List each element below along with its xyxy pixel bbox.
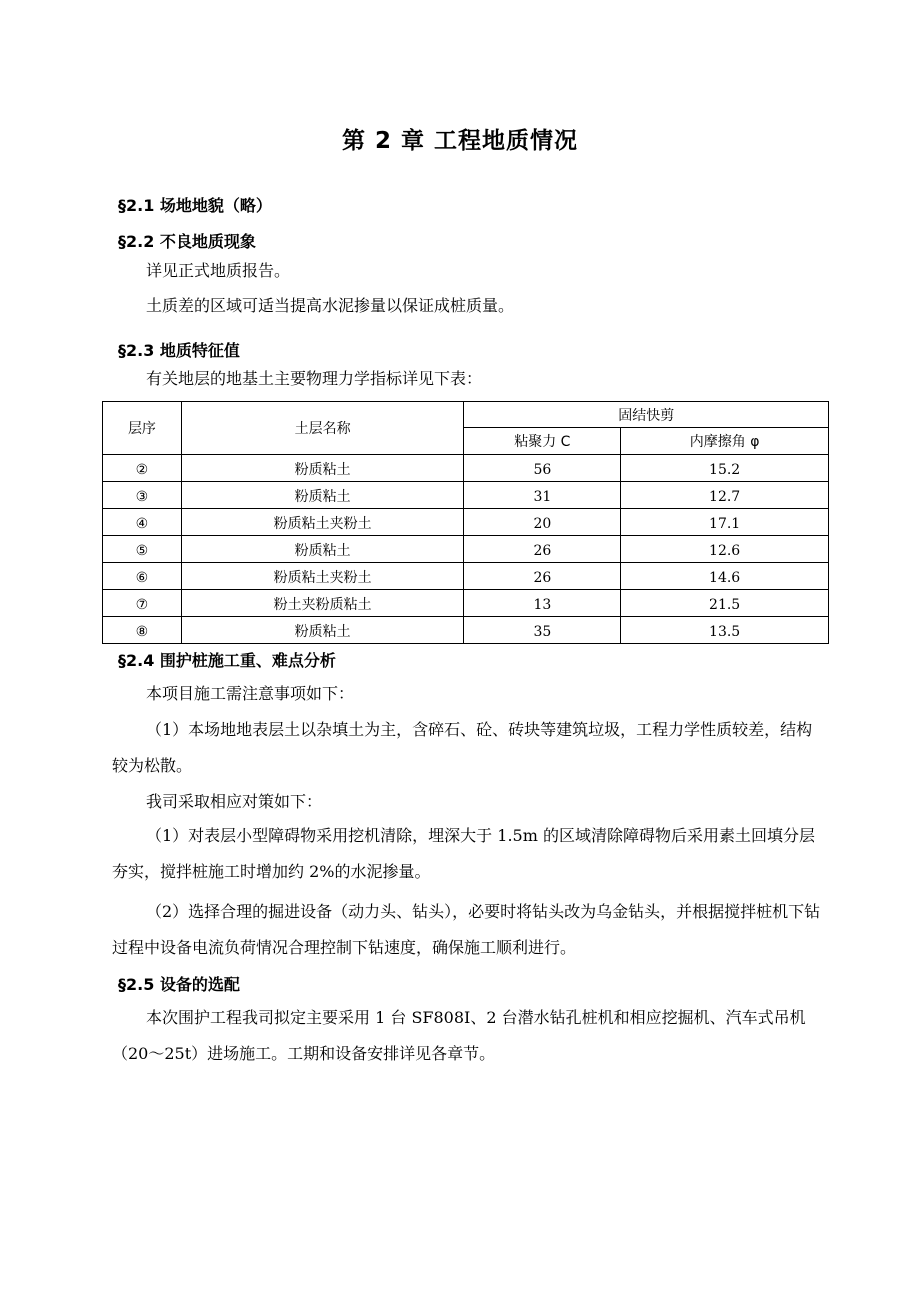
section-2-4-heading: §2.4 围护桩施工重、难点分析 [118, 651, 336, 670]
section-2-5-heading: §2.5 设备的选配 [118, 975, 240, 994]
cohesion-value: 26 [464, 563, 621, 590]
section-2-4-paragraph-2: （1）本场地地表层土以杂填土为主，含碎石、砼、砖块等建筑垃圾，工程力学性质较差，结构较为松散。 [112, 720, 813, 775]
soil-name: 粉质粘土 [181, 482, 464, 509]
cohesion-value: 20 [464, 509, 621, 536]
cohesion-value: 13 [464, 590, 621, 617]
header-soil-name: 土层名称 [181, 402, 464, 455]
layer-no: ② [103, 455, 182, 482]
friction-angle-value: 17.1 [621, 509, 829, 536]
layer-no: ③ [103, 482, 182, 509]
header-cohesion: 粘聚力 C [464, 428, 621, 455]
section-2-4-paragraph-3: 我司采取相应对策如下： [146, 792, 323, 811]
section-2-2-heading: §2.2 不良地质现象 [118, 232, 256, 251]
section-2-1-heading: §2.1 场地地貌（略） [118, 196, 272, 215]
section-2-3-heading: §2.3 地质特征值 [118, 341, 240, 360]
soil-name: 粉质粘土 [181, 617, 464, 644]
section-2-2-paragraph-1: 详见正式地质报告。 [146, 261, 291, 280]
cohesion-value: 31 [464, 482, 621, 509]
chapter-title: 第 2 章 工程地质情况 [341, 128, 579, 154]
table-row [103, 455, 829, 482]
layer-no: ④ [103, 509, 182, 536]
layer-no: ⑦ [103, 590, 182, 617]
section-2-4-paragraph-5: （2）选择合理的掘进设备（动力头、钻头），必要时将钻头改为乌金钻头，并根据搅拌桩机下钻过程中设备电流负荷情况合理控制下钻速度，确保施工顺利进行。 [112, 902, 821, 957]
friction-angle-value: 15.2 [621, 455, 829, 482]
soil-name: 粉质粘土 [181, 455, 464, 482]
friction-angle-value: 12.6 [621, 536, 829, 563]
layer-no: ⑧ [103, 617, 182, 644]
soil-properties-table [102, 401, 829, 644]
soil-name: 粉质粘土 [181, 536, 464, 563]
table-row [103, 590, 829, 617]
section-2-5-paragraph-1: 本次围护工程我司拟定主要采用 1 台 SF808I、2 台潜水钻孔桩机和相应挖掘机、汽车式吊机（20～25t）进场施工。工期和设备安排详见各章节。 [112, 1008, 806, 1063]
header-layer: 层序 [103, 402, 182, 455]
soil-name: 粉质粘土夹粉土 [181, 563, 464, 590]
friction-angle-value: 13.5 [621, 617, 829, 644]
header-consolidated-quick-shear: 固结快剪 [464, 402, 829, 428]
layer-no: ⑥ [103, 563, 182, 590]
table-row [103, 563, 829, 590]
section-2-4-paragraph-4: （1）对表层小型障碍物采用挖机清除，埋深大于 1.5m 的区域清除障碍物后采用素土回填分层夯实，搅拌桩施工时增加约 2%的水泥掺量。 [112, 826, 815, 881]
friction-angle-value: 12.7 [621, 482, 829, 509]
header-friction-angle: 内摩擦角 φ [621, 428, 829, 455]
cohesion-value: 26 [464, 536, 621, 563]
section-2-2-paragraph-2: 土质差的区域可适当提高水泥掺量以保证成桩质量。 [146, 296, 515, 315]
friction-angle-value: 21.5 [621, 590, 829, 617]
friction-angle-value: 14.6 [621, 563, 829, 590]
section-2-3-paragraph-1: 有关地层的地基土主要物理力学指标详见下表： [146, 369, 483, 388]
table-row [103, 482, 829, 509]
soil-name: 粉土夹粉质粘土 [181, 590, 464, 617]
section-2-4-paragraph-1: 本项目施工需注意事项如下： [146, 684, 355, 703]
soil-name: 粉质粘土夹粉土 [181, 509, 464, 536]
cohesion-value: 56 [464, 455, 621, 482]
layer-no: ⑤ [103, 536, 182, 563]
cohesion-value: 35 [464, 617, 621, 644]
table-row [103, 536, 829, 563]
table-row [103, 617, 829, 644]
table-row [103, 509, 829, 536]
